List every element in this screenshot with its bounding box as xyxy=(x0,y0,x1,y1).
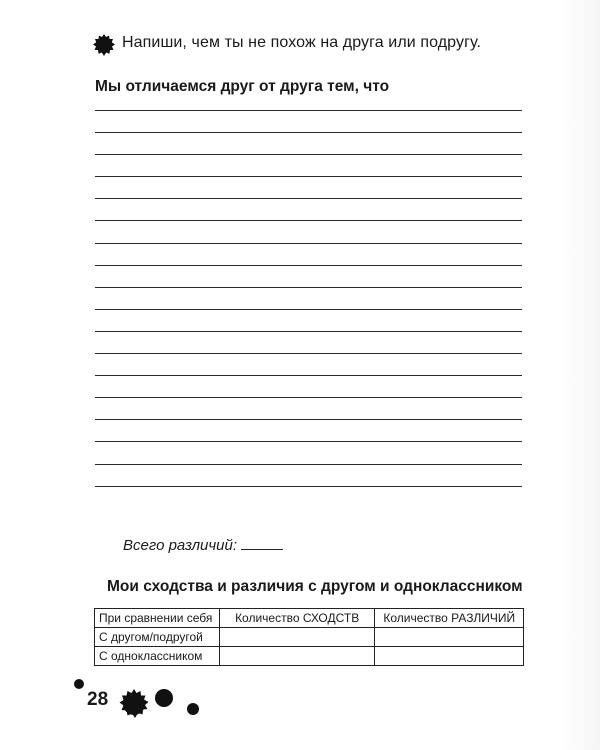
table-cell-similarities[interactable] xyxy=(219,647,375,666)
comparison-heading: Мои сходства и различия с другом и одноклассником xyxy=(107,578,523,595)
table-cell-differences[interactable] xyxy=(375,628,524,647)
write-line[interactable] xyxy=(95,243,522,244)
write-line[interactable] xyxy=(95,176,522,177)
write-line[interactable] xyxy=(95,198,522,199)
write-line[interactable] xyxy=(95,353,522,354)
table-row xyxy=(95,628,524,647)
decorative-dot-icon xyxy=(74,679,84,689)
write-line[interactable] xyxy=(95,132,522,133)
table-header-row xyxy=(95,609,524,628)
write-line[interactable] xyxy=(95,265,522,266)
write-line[interactable] xyxy=(95,110,522,111)
write-line[interactable] xyxy=(95,375,522,376)
table-row xyxy=(95,647,524,666)
total-differences-label: Всего различий: xyxy=(123,537,238,554)
instruction-text: Напиши, чем ты не похож на друга или подругу. xyxy=(122,34,482,51)
table-header-cell: Количество СХОДСТВ xyxy=(219,609,375,628)
write-line[interactable] xyxy=(95,287,522,288)
write-line[interactable] xyxy=(95,486,522,487)
differences-heading: Мы отличаемся друг от друга тем, что xyxy=(95,78,390,95)
decorative-dot-icon xyxy=(155,689,173,707)
decorative-dot-icon xyxy=(187,703,199,715)
write-line[interactable] xyxy=(95,154,522,155)
table-header-cell: Количество РАЗЛИЧИЙ xyxy=(375,609,524,628)
write-line[interactable] xyxy=(95,331,522,332)
table-header-cell: При сравнении себя xyxy=(95,609,220,628)
table-row-label: С другом/подругой xyxy=(95,628,220,647)
page-number: 28 xyxy=(87,689,109,710)
write-line[interactable] xyxy=(95,464,522,465)
comparison-table xyxy=(94,608,524,666)
write-line[interactable] xyxy=(95,419,522,420)
write-line[interactable] xyxy=(95,309,522,310)
write-line[interactable] xyxy=(95,397,522,398)
page-edge-shadow xyxy=(560,0,600,750)
write-line[interactable] xyxy=(95,220,522,221)
table-cell-differences[interactable] xyxy=(375,647,524,666)
table-row-label: С одноклассником xyxy=(95,647,220,666)
table-cell-similarities[interactable] xyxy=(219,628,375,647)
writing-lines xyxy=(95,110,522,508)
total-differences-blank[interactable] xyxy=(241,535,283,550)
total-differences xyxy=(123,535,283,554)
write-line[interactable] xyxy=(95,441,522,442)
